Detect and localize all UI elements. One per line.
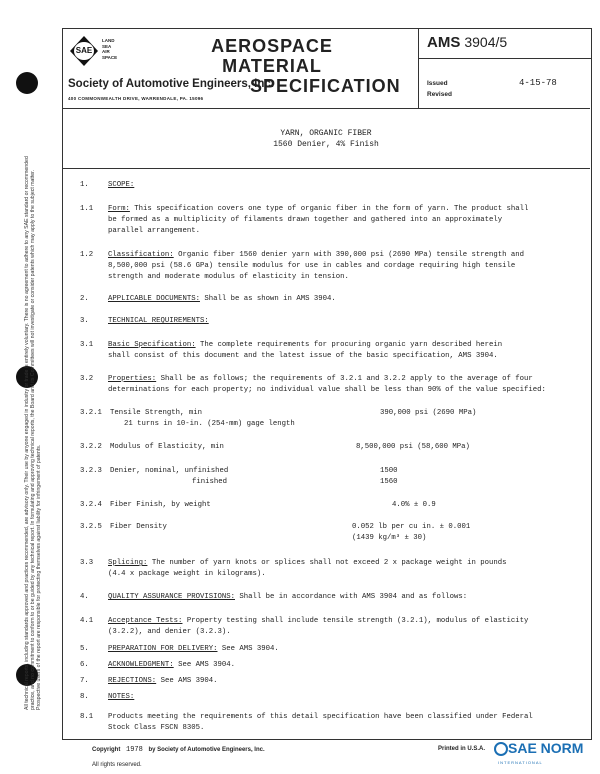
side-disclaimer: All technical reports, including standards approved and practices recommended, are advisory only. Their use by anyone engaged in industry or trade is entirely voluntary. There is no agreement to adhere to any SAE standard or recommended practice, and no commitment to conform to or be guided by any technical report. In formulating and approving technical reports, the Board and its Committees will not investigate or consider patents which may apply to the subject matter. Prospective users of the report are responsible for protecting themselves against liability for infringement of patents. (24, 156, 42, 710)
section-1-2-line-1: Classification: Organic fiber 1560 denier yarn with 390,000 psi (2690 MPa) tensile strength and (108, 251, 525, 259)
section-3-2-line-2: determinations for each property; no individual value shall be less than 90% of the value specified: (108, 386, 546, 394)
section-2-number: 2. (80, 295, 89, 303)
property-3-2-1-value: 390,000 psi (2690 MPa) (380, 409, 477, 417)
section-3-number: 3. (80, 317, 89, 325)
property-3-2-5-label: Fiber Density (110, 523, 167, 531)
section-1-2-line-2: 8,500,000 psi (58.6 GPa) tensile modulus for use in cables and cordage requiring high tensile (108, 262, 516, 270)
property-3-2-4-label: Fiber Finish, by weight (110, 501, 211, 509)
section-1-1-line-2: be formed as a multiplicity of filaments drawn together and gathered into an approximately (108, 216, 503, 224)
section-1-heading: SCOPE: (108, 181, 135, 189)
watermark-icon (494, 742, 508, 756)
section-8-number: 8. (80, 693, 89, 701)
section-3-heading: TECHNICAL REQUIREMENTS: (108, 317, 209, 325)
section-3-3-number: 3.3 (80, 559, 94, 567)
issued-label: Issued (427, 80, 448, 87)
document-title: YARN, ORGANIC FIBER 1560 Denier, 4% Finish (273, 129, 379, 149)
section-3-2-number: 3.2 (80, 375, 94, 383)
issued-date: 4-15-78 (519, 78, 557, 88)
title-aerospace: AEROSPACE (211, 36, 333, 56)
property-3-2-2-label: Modulus of Elasticity, min (110, 443, 224, 451)
section-4-1-number: 4.1 (80, 617, 94, 625)
property-3-2-5-value-metric: (1439 kg/m³ ± 30) (352, 534, 427, 542)
section-1-number: 1. (80, 181, 89, 189)
organization-address: 400 COMMONWEALTH DRIVE, WARRENDALE, PA. 15096 (68, 96, 204, 101)
section-8-1-line-2: Stock Class FSCN 8305. (108, 724, 205, 732)
property-3-2-4-value: 4.0% ± 0.9 (392, 501, 436, 509)
property-3-2-3-label: Denier, nominal, unfinished (110, 467, 229, 475)
property-3-2-1-number: 3.2.1 (80, 409, 102, 417)
section-1-2-number: 1.2 (80, 251, 94, 259)
watermark-subtext: INTERNATIONAL (498, 760, 543, 765)
property-3-2-1-label: Tensile Strength, min (110, 409, 202, 417)
section-8-1-number: 8.1 (80, 713, 94, 721)
property-3-2-3-value-unfinished: 1500 (380, 467, 398, 475)
watermark-text: SAE NORM (508, 740, 584, 756)
ams-id: AMS 3904/5 (427, 34, 508, 51)
section-1-1-number: 1.1 (80, 205, 94, 213)
property-3-2-2-value: 8,500,000 psi (58,600 MPa) (356, 443, 470, 451)
copyright-line: Copyright 1978 by Society of Automotive Engineers, Inc. (92, 746, 265, 754)
property-3-2-1-condition: 21 turns in 10-in. (254-mm) gage length (124, 420, 295, 428)
ams-id-box (419, 28, 591, 59)
property-3-2-5-number: 3.2.5 (80, 523, 102, 531)
section-3-1-line-2: shall consist of this document and the latest issue of the basic specification, AMS 3904. (108, 352, 498, 360)
organization-name: Society of Automotive Engineers, Inc. (68, 78, 274, 90)
section-1-1-line-1: Form: This specification covers one type of organic fiber in the form of yarn. The product shall (108, 205, 529, 213)
section-5-line: PREPARATION FOR DELIVERY: See AMS 3904. (108, 645, 279, 653)
header-info-box (418, 28, 591, 108)
section-1-2-line-3: strength and moderate modulus of elasticity in tension. (108, 273, 349, 281)
section-3-3-line-2: (4.4 x package weight in kilograms). (108, 570, 266, 578)
section-2-line: APPLICABLE DOCUMENTS: Shall be as shown in AMS 3904. (108, 295, 336, 303)
section-3-3-line-1: Splicing: The number of yarn knots or splices shall not exceed 2 x package weight in pounds (108, 559, 507, 567)
section-3-1-number: 3.1 (80, 341, 94, 349)
property-3-2-3-number: 3.2.3 (80, 467, 102, 475)
property-3-2-5-value-imperial: 0.052 lb per cu in. ± 0.001 (352, 523, 471, 531)
section-4-number: 4. (80, 593, 89, 601)
header (62, 28, 590, 109)
title-divider (62, 168, 590, 169)
printed-in: Printed in U.S.A. (438, 746, 486, 752)
section-7-number: 7. (80, 677, 89, 685)
section-1-1-line-3: parallel arrangement. (108, 227, 200, 235)
section-4-line: QUALITY ASSURANCE PROVISIONS: Shall be in accordance with AMS 3904 and as follows: (108, 593, 468, 601)
sae-logo-text: SAE (74, 42, 94, 60)
title-specification: SPECIFICATION (250, 76, 401, 96)
section-4-1-line-1: Acceptance Tests: Property testing shall include tensile strength (3.2.1), modulus of elasticity (108, 617, 529, 625)
section-8-heading: NOTES: (108, 693, 135, 701)
revised-label: Revised (427, 91, 452, 98)
property-3-2-4-number: 3.2.4 (80, 501, 102, 509)
section-8-1-line-1: Products meeting the requirements of this detail specification have been classified under Federal (108, 713, 533, 721)
section-6-number: 6. (80, 661, 89, 669)
property-3-2-2-number: 3.2.2 (80, 443, 102, 451)
binder-hole-top (16, 72, 38, 94)
section-5-number: 5. (80, 645, 89, 653)
section-3-1-line-1: Basic Specification: The complete requirements for procuring organic yarn described herein (108, 341, 503, 349)
section-3-2-line-1: Properties: Shall be as follows; the requirements of 3.2.1 and 3.2.2 apply to the average of four (108, 375, 533, 383)
logo-words: LAND SEA AIR SPACE (102, 38, 118, 60)
rights-reserved: All rights reserved. (92, 762, 142, 768)
property-3-2-3-value-finished: 1560 (380, 478, 398, 486)
section-7-line: REJECTIONS: See AMS 3904. (108, 677, 218, 685)
section-6-line: ACKNOWLEDGMENT: See AMS 3904. (108, 661, 236, 669)
section-4-1-line-2: (3.2.2), and denier (3.2.3). (108, 628, 231, 636)
title-material: MATERIAL (222, 56, 322, 76)
property-3-2-3-finished-label: finished (192, 478, 228, 486)
